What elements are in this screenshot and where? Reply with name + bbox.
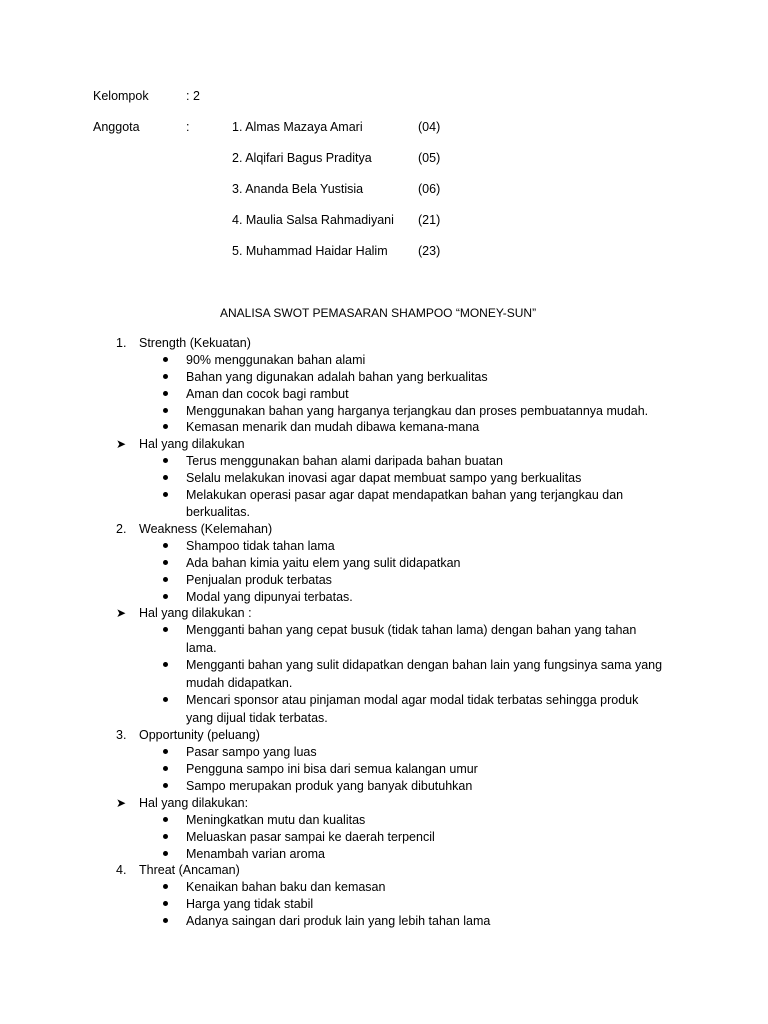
- weakness-heading: Weakness (Kelemahan): [139, 522, 273, 536]
- list-item-continuation: mudah didapatkan.: [186, 676, 293, 690]
- list-item: Menambah varian aroma: [186, 847, 325, 861]
- bullet-icon: [163, 851, 168, 856]
- list-item: Modal yang dipunyai terbatas.: [186, 590, 353, 604]
- list-item-continuation: berkualitas.: [186, 505, 250, 519]
- bullet-icon: [163, 749, 168, 754]
- list-item: Mengganti bahan yang sulit didapatkan dengan bahan lain yang fungsinya sama yang: [186, 658, 663, 672]
- list-item: Penjualan produk terbatas: [186, 573, 332, 587]
- bullet-icon: [163, 594, 168, 599]
- anggota-label: Anggota: [93, 120, 140, 134]
- bullet-icon: [163, 391, 168, 396]
- action-heading: Hal yang dilakukan: [139, 437, 245, 451]
- list-item: 90% menggunakan bahan alami: [186, 353, 366, 367]
- member-id: (06): [418, 182, 441, 196]
- list-item: Shampoo tidak tahan lama: [186, 539, 335, 553]
- member-name: 1. Almas Mazaya Amari: [232, 120, 363, 134]
- bullet-icon: [163, 577, 168, 582]
- list-item: Aman dan cocok bagi rambut: [186, 387, 349, 401]
- bullet-icon: [163, 627, 168, 632]
- bullet-icon: [163, 697, 168, 702]
- bullet-icon: [163, 424, 168, 429]
- bullet-icon: [163, 884, 168, 889]
- list-item: Meningkatkan mutu dan kualitas: [186, 813, 366, 827]
- arrow-bullet-icon: ➤: [116, 796, 127, 810]
- member-name: 5. Muhammad Haidar Halim: [232, 244, 388, 258]
- list-item: Mencari sponsor atau pinjaman modal agar modal tidak terbatas sehingga produk: [186, 693, 639, 707]
- list-item-continuation: yang dijual tidak terbatas.: [186, 711, 328, 725]
- list-item: Pasar sampo yang luas: [186, 745, 317, 759]
- member-id: (21): [418, 213, 441, 227]
- action-heading: Hal yang dilakukan :: [139, 606, 252, 620]
- bullet-icon: [163, 543, 168, 548]
- list-item-continuation: lama.: [186, 641, 217, 655]
- section-number: 1.: [116, 336, 127, 350]
- list-item: Harga yang tidak stabil: [186, 897, 314, 911]
- bullet-icon: [163, 901, 168, 906]
- arrow-bullet-icon: ➤: [116, 437, 127, 451]
- bullet-icon: [163, 408, 168, 413]
- arrow-bullet-icon: ➤: [116, 606, 127, 620]
- list-item: Bahan yang digunakan adalah bahan yang berkualitas: [186, 370, 488, 384]
- bullet-icon: [163, 817, 168, 822]
- list-item: Menggunakan bahan yang harganya terjangkau dan proses pembuatannya mudah.: [186, 404, 649, 418]
- list-item: Kemasan menarik dan mudah dibawa kemana-mana: [186, 420, 480, 434]
- member-id: (05): [418, 151, 441, 165]
- anggota-colon: :: [186, 120, 190, 134]
- section-number: 3.: [116, 728, 127, 742]
- opportunity-heading: Opportunity (peluang): [139, 728, 260, 742]
- list-item: Meluaskan pasar sampai ke daerah terpencil: [186, 830, 435, 844]
- bullet-icon: [163, 834, 168, 839]
- bullet-icon: [163, 475, 168, 480]
- member-name: 2. Alqifari Bagus Praditya: [232, 151, 372, 165]
- bullet-icon: [163, 374, 168, 379]
- list-item: Melakukan operasi pasar agar dapat mendapatkan bahan yang terjangkau dan: [186, 488, 624, 502]
- bullet-icon: [163, 766, 168, 771]
- kelompok-value: : 2: [186, 89, 200, 103]
- threat-heading: Threat (Ancaman): [139, 863, 240, 877]
- list-item: Kenaikan bahan baku dan kemasan: [186, 880, 386, 894]
- member-name: 3. Ananda Bela Yustisia: [232, 182, 364, 196]
- member-id: (04): [418, 120, 441, 134]
- bullet-icon: [163, 492, 168, 497]
- kelompok-label: Kelompok: [93, 89, 149, 103]
- list-item: Mengganti bahan yang cepat busuk (tidak tahan lama) dengan bahan yang tahan: [186, 623, 637, 637]
- list-item: Pengguna sampo ini bisa dari semua kalangan umur: [186, 762, 478, 776]
- list-item: Selalu melakukan inovasi agar dapat membuat sampo yang berkualitas: [186, 471, 582, 485]
- document-title: ANALISA SWOT PEMASARAN SHAMPOO “MONEY-SUN”: [220, 306, 537, 320]
- member-name: 4. Maulia Salsa Rahmadiyani: [232, 213, 394, 227]
- strength-heading: Strength (Kekuatan): [139, 336, 251, 350]
- list-item: Adanya saingan dari produk lain yang lebih tahan lama: [186, 914, 491, 928]
- bullet-icon: [163, 357, 168, 362]
- list-item: Terus menggunakan bahan alami daripada bahan buatan: [186, 454, 503, 468]
- bullet-icon: [163, 918, 168, 923]
- bullet-icon: [163, 783, 168, 788]
- bullet-icon: [163, 560, 168, 565]
- list-item: Sampo merupakan produk yang banyak dibutuhkan: [186, 779, 473, 793]
- section-number: 2.: [116, 522, 127, 536]
- section-number: 4.: [116, 863, 127, 877]
- bullet-icon: [163, 458, 168, 463]
- list-item: Ada bahan kimia yaitu elem yang sulit didapatkan: [186, 556, 461, 570]
- action-heading: Hal yang dilakukan:: [139, 796, 249, 810]
- member-id: (23): [418, 244, 441, 258]
- bullet-icon: [163, 662, 168, 667]
